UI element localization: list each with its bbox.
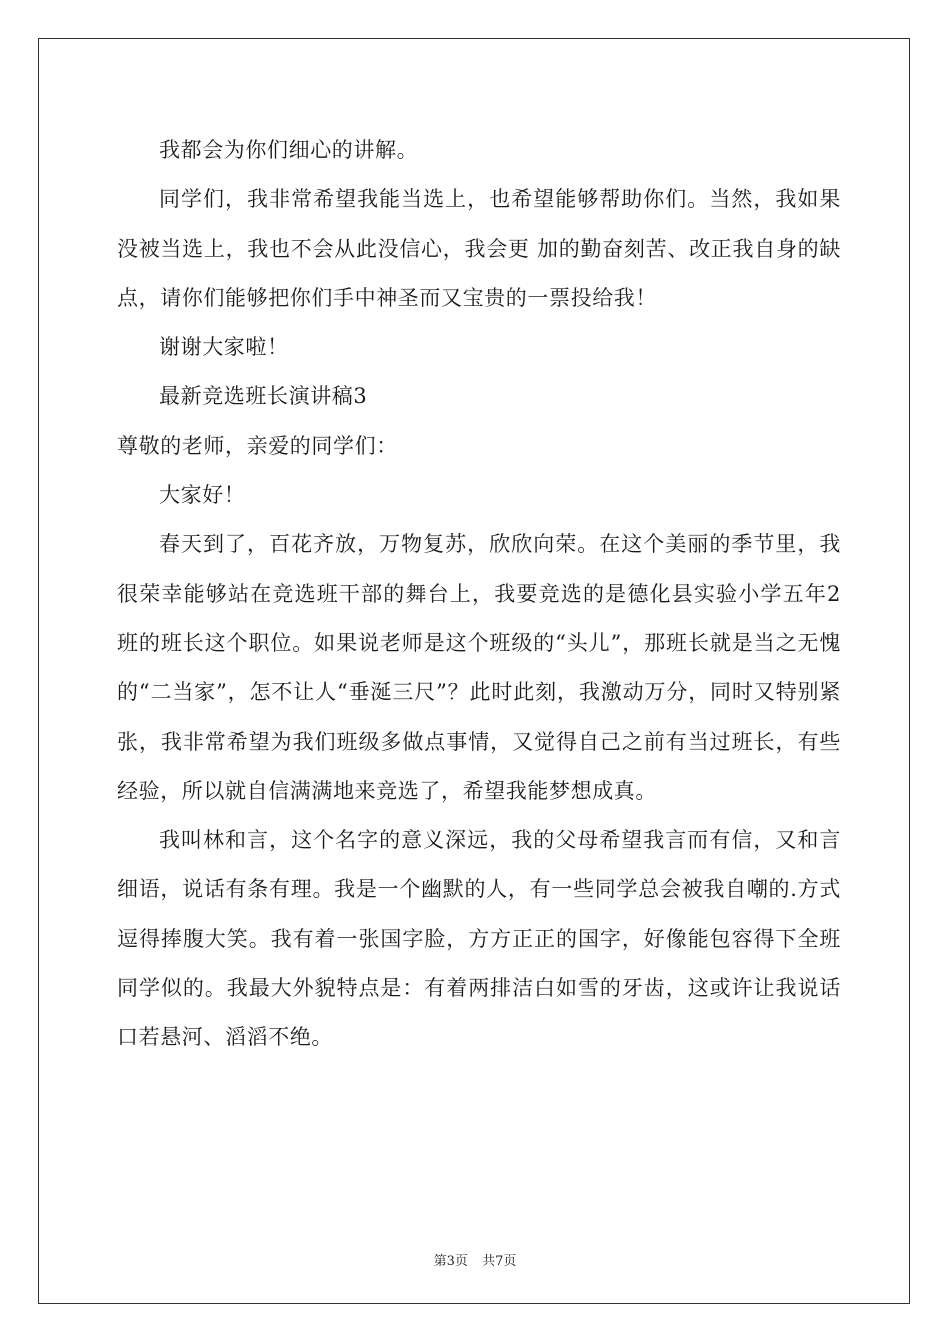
paragraph: 春天到了，百花齐放，万物复苏，欣欣向荣。在这个美丽的季节里，我很荣幸能够站在竞选班干部的舞台上，我要竞选的是德化县实验小学五年2班的班长这个职位。如果说老师是这个班级的“头儿”，那班长就是当之无愧的“二当家”，怎不让人“垂涎三尺”？此时此刻，我激动万分，同时又特别紧张，我非常希望为我们班级多做点事情，又觉得自己之前有当过班长，有些经验，所以就自信满满地来竞选了，希望我能梦想成真。 [117, 532, 841, 803]
greeting: 大家好！ [159, 483, 246, 508]
paragraph: 我都会为你们细心的讲解。 [159, 138, 419, 162]
salutation: 尊敬的老师，亲爱的同学们： [117, 433, 398, 458]
page-footer [0, 1250, 950, 1269]
page-total: 共7页 [482, 1254, 517, 1269]
page-number: 第3页 [433, 1254, 468, 1269]
paragraph: 同学们，我非常希望我能当选上，也希望能够帮助你们。当然，我如果没被当选上，我也不会从此没信心，我会更 加的勤奋刻苦、改正我自身的缺点，请你们能够把你们手中神圣而又宝贵的一票投给我！ [117, 187, 841, 310]
section-title: 最新竞选班长演讲稿3 [159, 384, 368, 409]
document-body [117, 126, 841, 1063]
paragraph: 谢谢大家啦！ [159, 335, 289, 360]
paragraph: 我叫林和言，这个名字的意义深远，我的父母希望我言而有信，又和言细语，说话有条有理。我是一个幽默的人，有一些同学总会被我自嘲的.方式逗得捧腹大笑。我有着一张国字脸，方方正正的国字，好像能包容得下全班同学似的。我最大外貌特点是：有着两排洁白如雪的牙齿，这或许让我说话口若悬河、滔滔不绝。 [117, 828, 841, 1050]
